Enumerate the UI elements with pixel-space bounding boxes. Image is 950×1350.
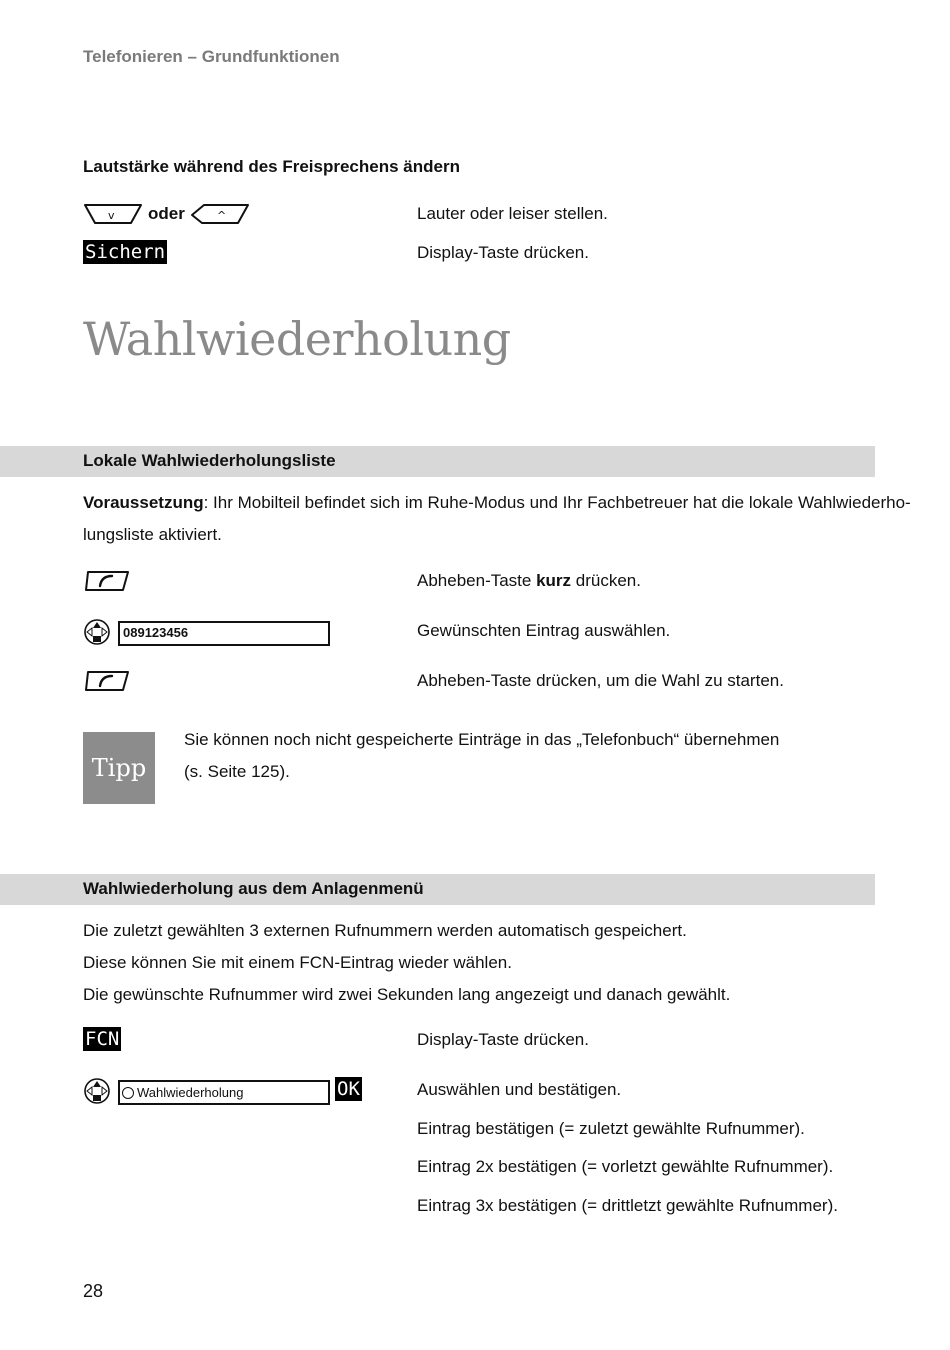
- volume-step2-desc: Display-Taste drücken.: [417, 243, 589, 262]
- local-list-band: [0, 446, 875, 477]
- off-hook-key-icon: [83, 569, 131, 593]
- page-title: Wahlwiederholung: [83, 312, 511, 366]
- menu-step1-desc: Display-Taste drücken.: [417, 1030, 589, 1049]
- menu-redial-paragraph: Die zuletzt gewählten 3 externen Rufnummern werden automatisch gespeichert. Diese können Sie mit einem FCN-Eintrag wieder wählen. Die gewünschte Rufnummer wird zwei Sekunden lang angezeigt und danach gewählt.: [83, 921, 731, 1004]
- menu-step4-desc: Eintrag 2x bestätigen (= vorletzt gewählte Rufnummer).: [417, 1157, 834, 1176]
- precondition-paragraph: [83, 487, 911, 551]
- menu-redial-band: [0, 874, 875, 905]
- precondition-text-line1: : Ihr Mobilteil befindet sich im Ruhe-Modus und Ihr Fachbetreuer hat die lokale Wahlwiederho-: [203, 493, 911, 512]
- menu-entry-label: Wahlwiederholung: [137, 1084, 244, 1100]
- running-head: Telefonieren – Grundfunktionen: [83, 47, 340, 66]
- menu-step3-desc: Eintrag bestätigen (= zuletzt gewählte Rufnummer).: [417, 1119, 805, 1138]
- menu-redial-heading: Wahlwiederholung aus dem Anlagenmenü: [83, 879, 424, 898]
- volume-step1-desc: Lauter oder leiser stellen.: [417, 204, 608, 223]
- volume-keys: [83, 201, 250, 227]
- off-hook-key-icon-2: [83, 669, 131, 693]
- precondition-text-line2: lungsliste aktiviert.: [83, 525, 222, 544]
- sichern-display-key[interactable]: Sichern: [85, 241, 166, 263]
- volume-heading: Lautstärke während des Freisprechens ändern: [83, 157, 460, 176]
- volume-down-symbol: v: [108, 209, 115, 222]
- local-step1-desc: Abheben-Taste kurz drücken.: [417, 571, 641, 590]
- or-label: oder: [148, 204, 185, 223]
- navigation-key-icon-2: [83, 1077, 111, 1105]
- page-number: 28: [83, 1281, 104, 1301]
- tip-text: Sie können noch nicht gespeicherte Einträge in das „Telefonbuch“ übernehmen (s. Seite 125).: [184, 730, 780, 781]
- volume-up-symbol: ^: [216, 209, 227, 222]
- menu-entry-field[interactable]: [118, 1080, 330, 1105]
- volume-up-key-icon: [190, 202, 250, 226]
- local-list-heading: Lokale Wahlwiederholungsliste: [83, 451, 336, 470]
- precondition-label: Voraussetzung: [83, 493, 204, 512]
- ok-display-key[interactable]: OK: [337, 1078, 360, 1100]
- local-step2-desc: Gewünschten Eintrag auswählen.: [417, 621, 671, 640]
- menu-step5-desc: Eintrag 3x bestätigen (= drittletzt gewählte Rufnummer).: [417, 1196, 838, 1215]
- redial-entry-field[interactable]: 089123456: [118, 621, 330, 646]
- radio-circle-icon: [122, 1087, 134, 1099]
- volume-down-key-icon: [83, 202, 143, 226]
- navigation-key-icon: [83, 618, 111, 646]
- tip-badge: Tipp: [83, 732, 155, 804]
- menu-step2-desc: Auswählen und bestätigen.: [417, 1080, 622, 1099]
- local-step3-desc: Abheben-Taste drücken, um die Wahl zu starten.: [417, 671, 784, 690]
- fcn-display-key[interactable]: FCN: [85, 1028, 120, 1050]
